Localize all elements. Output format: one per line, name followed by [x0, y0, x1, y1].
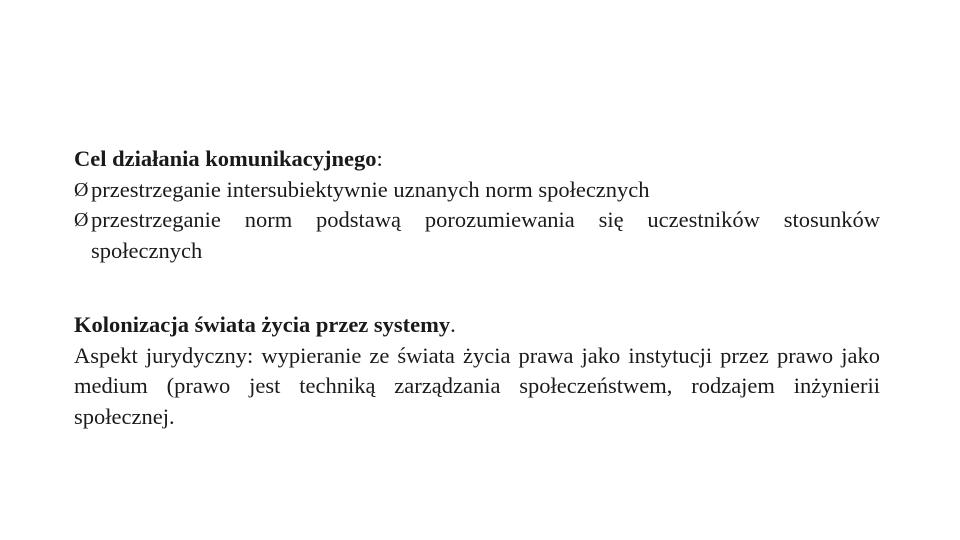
- section-spacer: [74, 266, 880, 310]
- section1-title: [74, 144, 880, 175]
- section2-heading: Kolonizacja świata życia przez systemy: [74, 312, 451, 337]
- section1-heading-suffix: :: [376, 146, 383, 171]
- bullet-text-2: przestrzeganie norm podstawą porozumiewania się uczestników stosunków społecznych: [91, 207, 880, 263]
- section2-title: [74, 310, 880, 341]
- bullet-item-2: [74, 205, 880, 266]
- slide-content: [74, 144, 880, 432]
- section2-heading-suffix: .: [450, 312, 456, 337]
- arrow-bullet-icon: Ø: [74, 209, 89, 231]
- bullet-text-1: przestrzeganie intersubiektywnie uznanych norm społecznych: [91, 176, 650, 202]
- arrow-bullet-icon: Ø: [74, 178, 89, 201]
- section1-heading: Cel działania komunikacyjnego: [74, 146, 377, 171]
- section2-body: Aspekt jurydyczny: wypieranie ze świata życia prawa jako instytucji przez prawo jako medium (prawo jest techniką zarządzania społeczeństwem, rodzajem inżynierii społecznej.: [74, 342, 880, 429]
- bullet-item-1: [74, 175, 880, 206]
